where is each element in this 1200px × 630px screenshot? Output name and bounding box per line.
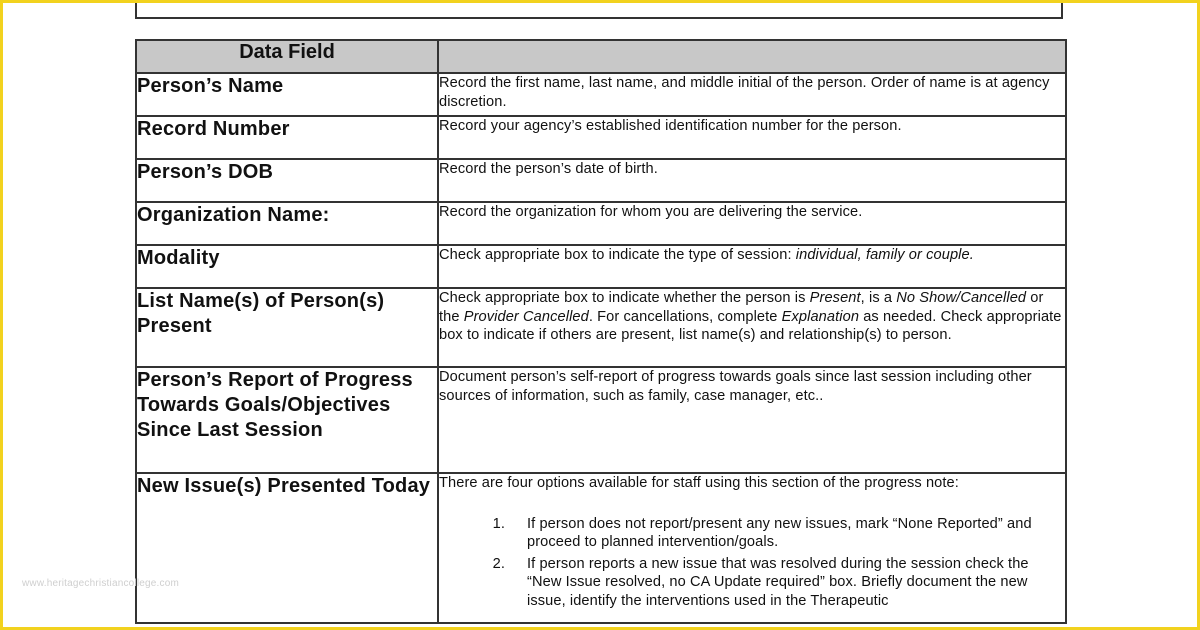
table-row [136,202,1066,245]
list-text: If person does not report/present any new issues, mark “None Reported” and proceed to planned intervention/goals. [527,515,1032,550]
options-list [439,515,1065,611]
data-field-table [135,39,1067,624]
field-label: Organization Name: [136,202,438,245]
list-number: 1. [492,515,505,532]
field-label: List Name(s) of Person(s) Present [136,288,438,367]
field-description [438,473,1066,623]
field-description: Record the person’s date of birth. [438,159,1066,202]
field-description: Record your agency’s established identification number for the person. [438,116,1066,159]
table-row [136,367,1066,473]
field-description [438,288,1066,367]
table-header-row [136,40,1066,73]
desc-intro: There are four options available for staff using this section of the progress note: [439,475,959,491]
desc-text: , is a [860,290,897,306]
desc-italic-text: Provider Cancelled [463,308,589,325]
desc-italic-text: No Show/Cancelled [896,290,1027,306]
description-header [438,40,1066,73]
table-row [136,116,1066,159]
previous-section-box [135,0,1063,19]
table-row [136,245,1066,288]
desc-italic-text: Explanation [781,308,860,325]
list-item [439,555,1065,611]
table-row [136,473,1066,623]
field-label: Person’s Name [136,73,438,116]
field-description: Record the first name, last name, and middle initial of the person. Order of name is at agency discretion. [438,73,1066,116]
desc-italic-text: individual, family or couple. [795,247,974,263]
field-description: Document person’s self-report of progress towards goals since last session including other sources of information, such as family, case manager, etc.. [438,367,1066,473]
field-description [438,245,1066,288]
watermark-text: www.heritagechristiancollege.com [22,578,180,589]
desc-text: or the [439,290,1044,325]
data-field-header: Data Field [136,40,438,73]
table-row [136,288,1066,367]
desc-italic-text: Present [809,290,861,306]
field-label: Person’s DOB [136,159,438,202]
field-label: Record Number [136,116,438,159]
table-row [136,159,1066,202]
desc-text: as needed. Check appropriate box to indicate if others are present, list name(s) and relationship(s) to person. [439,308,1062,343]
table-row [136,73,1066,116]
field-label: Modality [136,245,438,288]
desc-text: Check appropriate box to indicate the type of session: [439,247,796,263]
list-number: 2. [492,555,505,572]
field-label: Person’s Report of Progress Towards Goals/Objectives Since Last Session [136,367,438,473]
field-label: New Issue(s) Presented Today [136,473,438,623]
list-text: If person reports a new issue that was resolved during the session check the “New Issue resolved, no CA Update required” box. Briefly document the new issue, identify the interventions used in the Therapeutic [527,555,1029,609]
desc-text: . For cancellations, complete [588,308,782,325]
desc-text: Check appropriate box to indicate whether the person is [439,290,810,306]
field-description: Record the organization for whom you are delivering the service. [438,202,1066,245]
list-item [439,515,1065,552]
